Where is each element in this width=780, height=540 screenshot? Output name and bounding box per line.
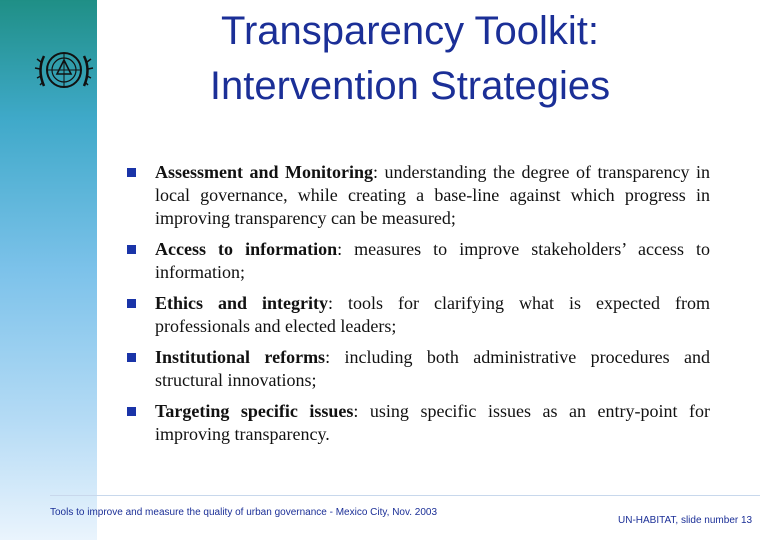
footer-divider [50,495,760,496]
square-bullet-icon [127,299,136,308]
square-bullet-icon [127,168,136,177]
bullet-item [127,346,710,392]
bullet-text: : using specific issues as an entry-point for improving transparency. [155,401,710,444]
title-line-2: Intervention Strategies [209,64,611,108]
bullet-item [127,292,710,338]
square-bullet-icon [127,407,136,416]
slide-number-label: UN-HABITAT, slide number 13 [618,515,753,526]
bullet-item [127,238,710,284]
bullet-list [127,161,710,454]
square-bullet-icon [127,353,136,362]
bullet-item [127,161,710,230]
bullet-term: Access to information [155,239,338,259]
bullet-text: : tools for clarifying what is expected from professionals and elected leaders; [155,293,710,336]
bullet-term: Institutional reforms [155,347,326,367]
bullet-item [127,400,710,446]
footer-caption: Tools to improve and measure the quality of urban governance - Mexico City, Nov. 2003 [50,507,438,518]
square-bullet-icon [127,245,136,254]
bullet-term: Assessment and Monitoring [155,162,374,182]
slide-title [170,4,650,114]
un-emblem-icon [33,42,95,96]
bullet-text: : understanding the degree of transparency in local governance, while creating a base-line against which progress in improving transparency can be measured; [155,162,710,228]
bullet-text: : including both administrative procedures and structural innovations; [155,347,711,390]
bullet-text: : measures to improve stakeholders’ access to information; [155,239,711,282]
bullet-term: Targeting specific issues [155,401,354,421]
bullet-term: Ethics and integrity [155,293,329,313]
title-line-1: Transparency Toolkit: [221,9,599,53]
